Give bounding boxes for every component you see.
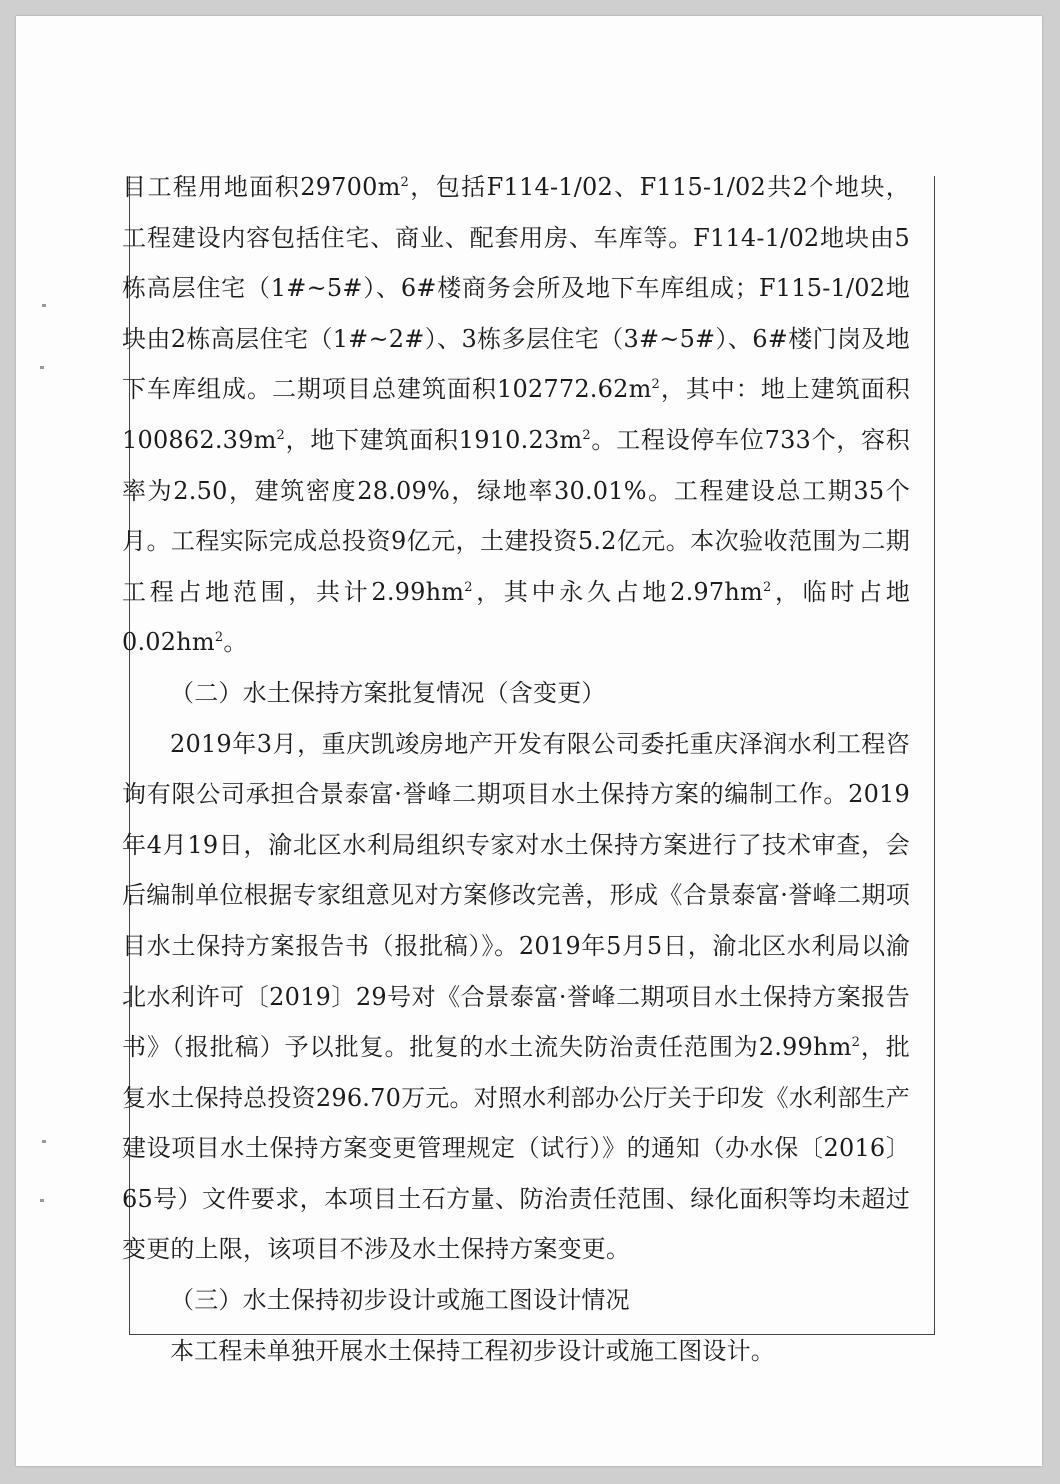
project-overview-paragraph: 目工程用地面积$29700m^2$，包括F114-1/02、F115-1/02共2个地块，工程建设内容包括住宅、商业、配套用房、车库等。F114-1/02地块由5栋高层住宅（1#~5#）、6#楼商务会所及地下车库组成；F115-1/02地块由2栋高层住宅（1#~2#）、3栋多层住宅（3#~5#）、6#楼门岗及地下车库组成。二期项目总建筑面积$102772.62m^2$，其中：地上建筑面积$100862.39m^2$，地下建筑面积$1910.23m^2$。工程设停车位733个，容积率为2.50，建筑密度28.09%，绿地率30.01%。工程建设总工期35个月。工程实际完成总投资9亿元，土建投资5.2亿元。本次验收范围为二期工程占地范围，共计$2.99hm^2$，其中永久占地$2.97hm^2$，临时占地$0.02hm^2$。 [122, 173, 911, 657]
margin-mark [42, 304, 46, 307]
margin-mark [40, 366, 44, 369]
section-heading-3: （三）水土保持初步设计或施工图设计情况 [170, 1286, 630, 1315]
approval-paragraph: 2019年3月，重庆凯竣房地产开发有限公司委托重庆泽润水利工程咨询有限公司承担合景泰富·誉峰二期项目水土保持方案的编制工作。2019年4月19日，渝北区水利局组织专家对水土保持方案进行了技术审查，会后编制单位根据专家组意见对方案修改完善，形成《合景泰富·誉峰二期项目水土保持方案报告书（报批稿）》。2019年5月5日，渝北区水利局以渝北水利许可〔2019〕29号对《合景泰富·誉峰二期项目水土保持方案报告书》（报批稿）予以批复。批复的水土流失防治责任范围为$2.99hm^2$，批复水土保持总投资296.70万元。对照水利部办公厅关于印发《水利部生产建设项目水土保持方案变更管理规定（试行）》的通知（办水保〔2016〕65号）文件要求，本项目土石方量、防治责任范围、绿化面积等均未超过变更的上限，该项目不涉及水土保持方案变更。 [122, 729, 910, 1264]
design-paragraph: 本工程未单独开展水土保持工程初步设计或施工图设计。 [170, 1336, 775, 1365]
section-heading-2: （二）水土保持方案批复情况（含变更） [170, 678, 606, 707]
margin-mark [40, 1199, 44, 1202]
margin-mark [42, 1140, 46, 1143]
document-body [122, 162, 910, 1376]
